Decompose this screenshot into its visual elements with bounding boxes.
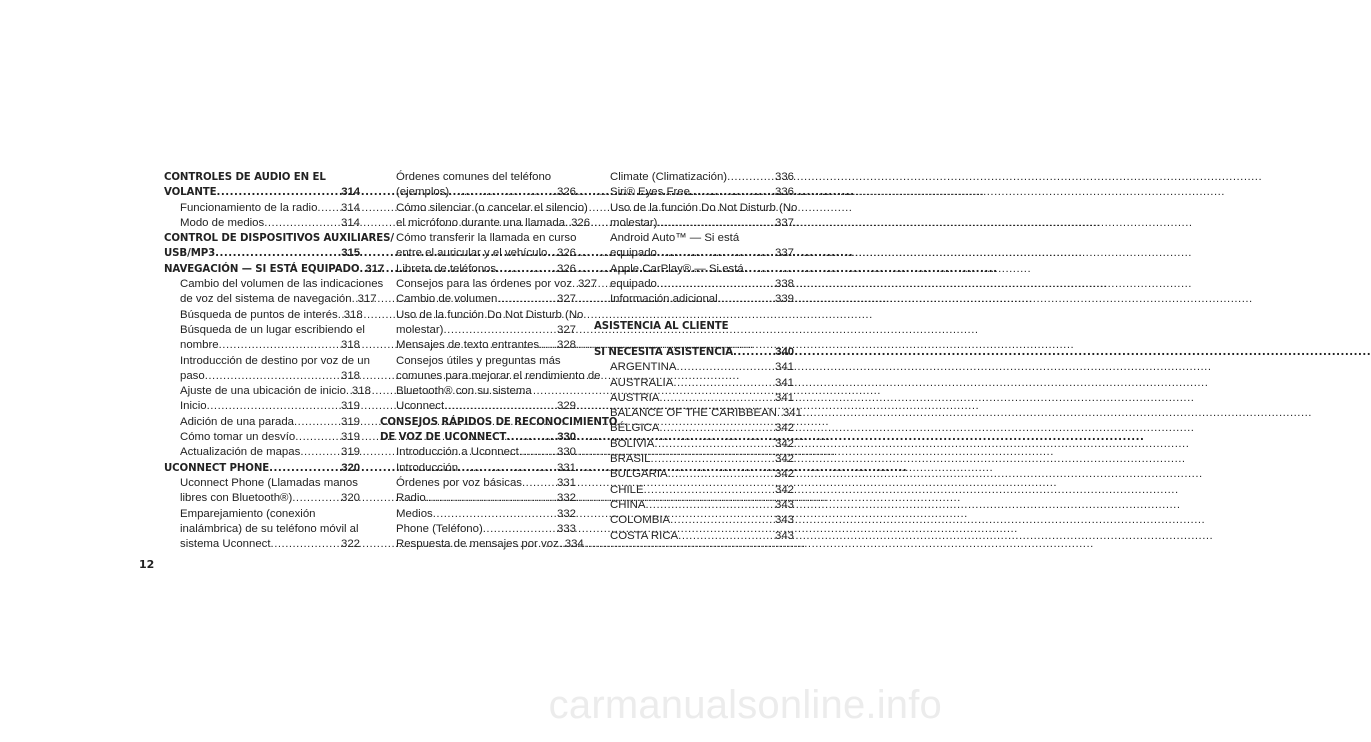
dot-leader bbox=[264, 216, 341, 231]
toc-page-number: 327 bbox=[578, 278, 598, 291]
toc-entry[interactable] bbox=[380, 537, 584, 552]
toc-entry-text: Respuesta de mensajes por voz bbox=[396, 538, 559, 551]
toc-page-number: 334 bbox=[564, 538, 584, 551]
toc-entry[interactable] bbox=[380, 292, 576, 307]
dot-leader bbox=[678, 529, 775, 544]
toc-entry[interactable] bbox=[594, 452, 794, 467]
toc-entry-text: Uso de la función Do Not Disturb (No bbox=[610, 201, 798, 214]
toc-entry-text: CONTROLES DE AUDIO EN EL bbox=[164, 172, 326, 183]
toc-page-number: 318 bbox=[340, 339, 360, 352]
toc-entry-text: equipado bbox=[610, 247, 657, 260]
toc-heading[interactable] bbox=[164, 185, 360, 200]
dot-leader bbox=[690, 185, 775, 200]
toc-entry[interactable] bbox=[594, 246, 794, 261]
dot-leader bbox=[317, 201, 341, 216]
toc-entry[interactable] bbox=[594, 391, 794, 406]
dot-leader bbox=[433, 507, 557, 522]
toc-entry-text: Uso de la función Do Not Disturb (No bbox=[396, 308, 584, 321]
toc-entry-text: Adición de una parada bbox=[180, 415, 294, 428]
dot-leader bbox=[673, 376, 775, 391]
toc-page-number: 338 bbox=[774, 278, 794, 291]
toc-entry-text: Cómo silenciar (o cancelar el silencio) bbox=[396, 201, 588, 214]
toc-column-2 bbox=[380, 170, 618, 552]
toc-entry-text: Inicio bbox=[180, 400, 207, 413]
toc-entry[interactable] bbox=[594, 277, 794, 292]
toc-entry-text: Cambio del volumen de las indicaciones bbox=[180, 278, 384, 291]
dot-leader bbox=[645, 498, 775, 513]
toc-entry bbox=[164, 354, 370, 369]
toc-entry-text: libres con Bluetooth®) bbox=[180, 492, 293, 505]
dot-leader bbox=[295, 430, 341, 445]
toc-entry[interactable] bbox=[594, 170, 794, 185]
toc-page-number: 326 bbox=[571, 216, 591, 229]
toc-entry-text: BOLIVIA bbox=[610, 437, 655, 450]
dot-leader bbox=[269, 461, 341, 476]
toc-page-number: 339 bbox=[774, 293, 794, 306]
toc-entry-text: Funcionamiento de la radio bbox=[180, 201, 318, 214]
dot-leader bbox=[207, 399, 341, 414]
toc-page-number: 318 bbox=[351, 385, 371, 398]
toc-entry[interactable] bbox=[594, 406, 802, 421]
section-spacer bbox=[594, 334, 794, 345]
toc-entry[interactable] bbox=[380, 262, 576, 277]
toc-entry bbox=[164, 277, 384, 292]
toc-entry[interactable] bbox=[164, 338, 360, 353]
dot-leader bbox=[644, 483, 775, 498]
toc-entry-text: BALANCE OF THE CARIBBEAN bbox=[610, 407, 777, 420]
toc-entry[interactable] bbox=[164, 201, 360, 216]
toc-entry-text: sistema Uconnect bbox=[180, 538, 271, 551]
toc-page-number: 341 bbox=[774, 391, 794, 404]
toc-entry-text: Órdenes por voz básicas bbox=[396, 476, 522, 489]
toc-entry[interactable] bbox=[380, 491, 576, 506]
toc-page-number: 320 bbox=[341, 461, 360, 474]
toc-entry[interactable] bbox=[594, 185, 794, 200]
toc-entry-text: Climate (Climatización) bbox=[610, 171, 728, 183]
toc-entry[interactable] bbox=[164, 445, 360, 460]
toc-heading[interactable] bbox=[594, 345, 794, 360]
toc-entry-text: Siri® Eyes Free bbox=[610, 186, 690, 199]
toc-heading bbox=[164, 231, 394, 246]
dot-leader bbox=[497, 292, 557, 307]
toc-entry-text: molestar) bbox=[610, 216, 658, 229]
toc-entry[interactable] bbox=[380, 476, 576, 491]
dot-leader bbox=[547, 246, 557, 261]
dot-leader bbox=[444, 399, 557, 414]
toc-entry-text: COLOMBIA bbox=[610, 514, 671, 527]
dot-leader bbox=[219, 338, 341, 353]
toc-page-number: 341 bbox=[782, 407, 802, 420]
toc-entry-text: Medios bbox=[396, 507, 433, 520]
toc-entry bbox=[164, 507, 360, 522]
toc-page-number: 330 bbox=[556, 446, 576, 459]
toc-entry-text: Búsqueda de un lugar escribiendo el bbox=[180, 323, 365, 336]
toc-entry-text: BRASIL bbox=[610, 453, 651, 466]
toc-entry-text: CONSEJOS RÁPIDOS DE RECONOCIMIENTO bbox=[380, 416, 618, 428]
toc-page-number: 343 bbox=[774, 529, 794, 542]
section-spacer bbox=[594, 308, 794, 319]
toc-page-number: 342 bbox=[774, 483, 794, 496]
dot-leader bbox=[659, 421, 775, 436]
toc-page-number: 330 bbox=[557, 431, 576, 444]
toc-entry[interactable] bbox=[380, 445, 576, 460]
toc-entry-text: Uconnect Phone (Llamadas manos bbox=[180, 476, 358, 489]
toc-entry-text: CHILE bbox=[610, 483, 644, 496]
toc-entry[interactable] bbox=[380, 461, 576, 476]
toc-column-1 bbox=[164, 170, 394, 552]
toc-page-number: 340 bbox=[775, 345, 794, 358]
dot-leader bbox=[426, 491, 557, 506]
dot-leader bbox=[657, 216, 775, 231]
toc-entry[interactable] bbox=[594, 360, 794, 375]
toc-entry bbox=[164, 476, 360, 491]
toc-heading bbox=[164, 170, 360, 185]
dot-leader bbox=[676, 360, 775, 375]
toc-entry[interactable] bbox=[594, 216, 794, 231]
toc-page-number: 332 bbox=[556, 507, 576, 520]
toc-entry-text: molestar) bbox=[396, 323, 444, 336]
toc-entry-text: UCONNECT PHONE bbox=[164, 462, 270, 474]
toc-entry-text: Phone (Teléfono) bbox=[396, 522, 483, 535]
toc-entry-text: Apple CarPlay® — Si está bbox=[610, 262, 744, 275]
toc-entry bbox=[380, 308, 584, 323]
toc-entry-text: paso bbox=[180, 369, 205, 382]
toc-entry-text: USB/MP3 bbox=[164, 248, 216, 260]
toc-entry[interactable] bbox=[594, 529, 794, 544]
toc-page-number: 337 bbox=[774, 247, 794, 260]
toc-page-number: 331 bbox=[556, 461, 576, 474]
toc-entry-text: NAVEGACIÓN — SI ESTÁ EQUIPADO bbox=[164, 263, 360, 275]
toc-column-3 bbox=[594, 170, 802, 544]
toc-entry[interactable] bbox=[164, 308, 363, 323]
dot-leader bbox=[458, 461, 557, 476]
toc-entry[interactable] bbox=[164, 216, 360, 231]
toc-heading[interactable] bbox=[380, 430, 576, 445]
toc-entry-text: comunes para mejorar el rendimiento de bbox=[396, 369, 601, 382]
toc-entry-text: inalámbrica) de su teléfono móvil al bbox=[180, 522, 359, 535]
dot-leader bbox=[651, 452, 775, 467]
toc-page-number: 319 bbox=[340, 431, 360, 444]
toc-entry[interactable] bbox=[164, 537, 360, 552]
toc-page-number: 317 bbox=[365, 262, 385, 275]
dot-leader bbox=[449, 185, 557, 200]
toc-entry[interactable] bbox=[380, 399, 576, 414]
toc-entry-text: equipado bbox=[610, 278, 657, 291]
toc-entry bbox=[380, 170, 576, 185]
dot-leader bbox=[657, 277, 775, 292]
toc-entry[interactable] bbox=[594, 513, 794, 528]
toc-entry bbox=[594, 262, 794, 277]
toc-page-number: 322 bbox=[340, 538, 360, 551]
toc-entry-text: AUSTRIA bbox=[610, 391, 660, 404]
toc-entry[interactable] bbox=[380, 185, 576, 200]
toc-entry-text: Emparejamiento (conexión bbox=[180, 507, 316, 520]
toc-page-number: 342 bbox=[774, 422, 794, 435]
toc-entry-text: ARGENTINA bbox=[610, 361, 677, 374]
dot-leader bbox=[659, 391, 775, 406]
toc-page-number: 314 bbox=[340, 201, 360, 214]
toc-page-number: 317 bbox=[357, 293, 377, 306]
toc-entry-text: Bluetooth® con su sistema bbox=[396, 385, 532, 398]
toc-entry[interactable] bbox=[594, 292, 794, 307]
dot-leader bbox=[506, 430, 557, 445]
dot-leader bbox=[294, 415, 341, 430]
toc-entry-text: AUSTRALIA bbox=[610, 376, 674, 389]
toc-entry[interactable] bbox=[380, 216, 591, 231]
toc-entry-text: Radio bbox=[396, 492, 426, 505]
toc-entry-text: Introducción bbox=[396, 461, 459, 474]
toc-entry-text: Mensajes de texto entrantes bbox=[396, 339, 540, 352]
toc-entry bbox=[380, 369, 601, 384]
toc-entry bbox=[164, 522, 360, 537]
toc-page-number: 315 bbox=[341, 247, 360, 260]
toc-page-number: 341 bbox=[774, 376, 794, 389]
dot-leader bbox=[271, 537, 341, 552]
toc-page-number: 336 bbox=[774, 186, 794, 199]
toc-entry[interactable] bbox=[164, 415, 360, 430]
toc-page-number: 314 bbox=[340, 216, 360, 229]
toc-entry[interactable] bbox=[164, 430, 360, 445]
dot-leader bbox=[205, 369, 341, 384]
toc-entry bbox=[164, 323, 365, 338]
toc-entry-text: BULGARIA bbox=[610, 468, 668, 481]
toc-entry bbox=[380, 354, 576, 369]
toc-entry-text: entre el auricular y el vehículo bbox=[396, 247, 548, 260]
toc-entry[interactable] bbox=[380, 338, 576, 353]
toc-entry-text: Cómo transferir la llamada en curso bbox=[396, 232, 577, 245]
toc-entry-text: Introducción de destino por voz de un bbox=[180, 354, 370, 367]
dot-leader bbox=[657, 246, 775, 261]
dot-leader bbox=[215, 246, 341, 261]
toc-entry[interactable] bbox=[164, 292, 377, 307]
toc-entry-text: Cómo tomar un desvío bbox=[180, 431, 296, 444]
toc-entry[interactable] bbox=[594, 467, 794, 482]
toc-page-number: 327 bbox=[556, 323, 576, 336]
toc-entry-text: Consejos útiles y preguntas más bbox=[396, 354, 561, 367]
dot-leader bbox=[443, 323, 557, 338]
toc-entry[interactable] bbox=[164, 399, 360, 414]
toc-entry-text: COSTA RICA bbox=[610, 529, 679, 542]
toc-entry[interactable] bbox=[380, 277, 598, 292]
toc-entry-text: DE VOZ DE UCONNECT bbox=[380, 432, 507, 444]
dot-leader bbox=[668, 467, 775, 482]
toc-heading[interactable] bbox=[164, 246, 360, 261]
toc-entry[interactable] bbox=[594, 437, 794, 452]
toc-entry bbox=[594, 231, 794, 246]
toc-entry-text: BÉLGICA bbox=[610, 422, 660, 435]
toc-entry-text: (ejemplos) bbox=[396, 186, 450, 199]
dot-leader bbox=[539, 338, 557, 353]
toc-page-number: 341 bbox=[774, 361, 794, 374]
toc-entry bbox=[380, 384, 576, 399]
toc-page-number: 318 bbox=[340, 369, 360, 382]
dot-leader bbox=[496, 262, 557, 277]
toc-entry bbox=[594, 201, 798, 216]
toc-page-number: 329 bbox=[556, 400, 576, 413]
toc-entry[interactable] bbox=[594, 421, 794, 436]
toc-page-number: 333 bbox=[556, 522, 576, 535]
toc-entry-text: Libreta de teléfonos bbox=[396, 262, 497, 275]
toc-heading[interactable] bbox=[164, 461, 360, 476]
toc-entry-text: Uconnect bbox=[396, 400, 445, 413]
toc-page-number: 314 bbox=[341, 186, 360, 199]
toc-page-number: 342 bbox=[774, 453, 794, 466]
toc-entry-text: Android Auto™ — Si está bbox=[610, 232, 740, 245]
dot-leader bbox=[670, 513, 775, 528]
toc-entry-text: Actualización de mapas bbox=[180, 446, 301, 459]
toc-entry[interactable] bbox=[380, 507, 576, 522]
dot-leader bbox=[300, 445, 341, 460]
toc-entry-text: Información adicional bbox=[610, 293, 718, 306]
toc-page-number: 318 bbox=[343, 308, 363, 321]
toc-heading bbox=[594, 319, 794, 334]
dot-leader bbox=[654, 437, 775, 452]
toc-entry[interactable] bbox=[594, 498, 794, 513]
toc-entry[interactable] bbox=[594, 376, 794, 391]
toc-entry-text: Búsqueda de puntos de interés bbox=[180, 308, 338, 321]
toc-entry-text: Ajuste de una ubicación de inicio bbox=[180, 385, 346, 398]
toc-page-number: 319 bbox=[340, 400, 360, 413]
toc-page-number: 328 bbox=[556, 339, 576, 352]
toc-entry[interactable] bbox=[164, 491, 360, 506]
toc-entry-text: CONTROL DE DISPOSITIVOS AUXILIARES/ bbox=[164, 233, 394, 245]
dot-leader bbox=[727, 170, 775, 185]
toc-entry-text: de voz del sistema de navegación bbox=[180, 293, 352, 306]
toc-page-number: 342 bbox=[774, 437, 794, 450]
toc-page-number: 319 bbox=[340, 415, 360, 428]
toc-entry[interactable] bbox=[380, 246, 576, 261]
toc-page-number: 319 bbox=[340, 446, 360, 459]
toc-entry-text: nombre bbox=[180, 339, 219, 352]
toc-entry-text: CHINA bbox=[610, 498, 646, 511]
toc-page-number: 326 bbox=[556, 186, 576, 199]
toc-page-number: 320 bbox=[340, 492, 360, 505]
dot-leader bbox=[483, 522, 557, 537]
toc-entry-text: el micrófono durante una llamada bbox=[396, 216, 566, 229]
dot-leader bbox=[718, 292, 775, 307]
toc-page-number: 327 bbox=[556, 293, 576, 306]
toc-page-number: 343 bbox=[774, 498, 794, 511]
toc-page-number: 336 bbox=[774, 171, 794, 183]
toc-entry-text: ASISTENCIA AL CLIENTE bbox=[594, 320, 729, 332]
page-number: 12 bbox=[139, 558, 155, 571]
watermark: carmanualsonline.info bbox=[548, 683, 942, 727]
toc-entry-text: Modo de medios bbox=[180, 216, 265, 229]
toc-entry-text: Consejos para las órdenes por voz bbox=[396, 278, 573, 291]
toc-entry-text: VOLANTE bbox=[164, 187, 217, 199]
dot-leader bbox=[216, 185, 341, 200]
toc-entry[interactable] bbox=[380, 522, 576, 537]
toc-page-number: 331 bbox=[556, 476, 576, 489]
toc-heading bbox=[380, 415, 618, 430]
dot-leader bbox=[519, 445, 557, 460]
toc-entry[interactable] bbox=[164, 384, 371, 399]
toc-entry-text: Órdenes comunes del teléfono bbox=[396, 171, 552, 183]
toc-entry[interactable] bbox=[164, 369, 360, 384]
toc-page-number: 326 bbox=[556, 247, 576, 260]
toc-entry[interactable] bbox=[594, 483, 794, 498]
toc-page-number: 326 bbox=[556, 262, 576, 275]
toc-heading[interactable] bbox=[164, 262, 385, 277]
dot-leader bbox=[733, 345, 775, 360]
toc-entry[interactable] bbox=[380, 323, 576, 338]
toc-entry bbox=[380, 201, 588, 216]
dot-leader bbox=[292, 491, 341, 506]
toc-entry-text: Cambio de volumen bbox=[396, 293, 498, 306]
toc-page-number: 332 bbox=[556, 492, 576, 505]
toc-entry bbox=[380, 231, 576, 246]
toc-page-number: 343 bbox=[774, 514, 794, 527]
toc-page-number: 337 bbox=[774, 216, 794, 229]
dot-leader bbox=[522, 476, 557, 491]
toc-page-number: 342 bbox=[774, 468, 794, 481]
toc-entry-text: SI NECESITA ASISTENCIA bbox=[594, 346, 734, 358]
toc-entry-text: Introducción a Uconnect bbox=[396, 446, 519, 459]
